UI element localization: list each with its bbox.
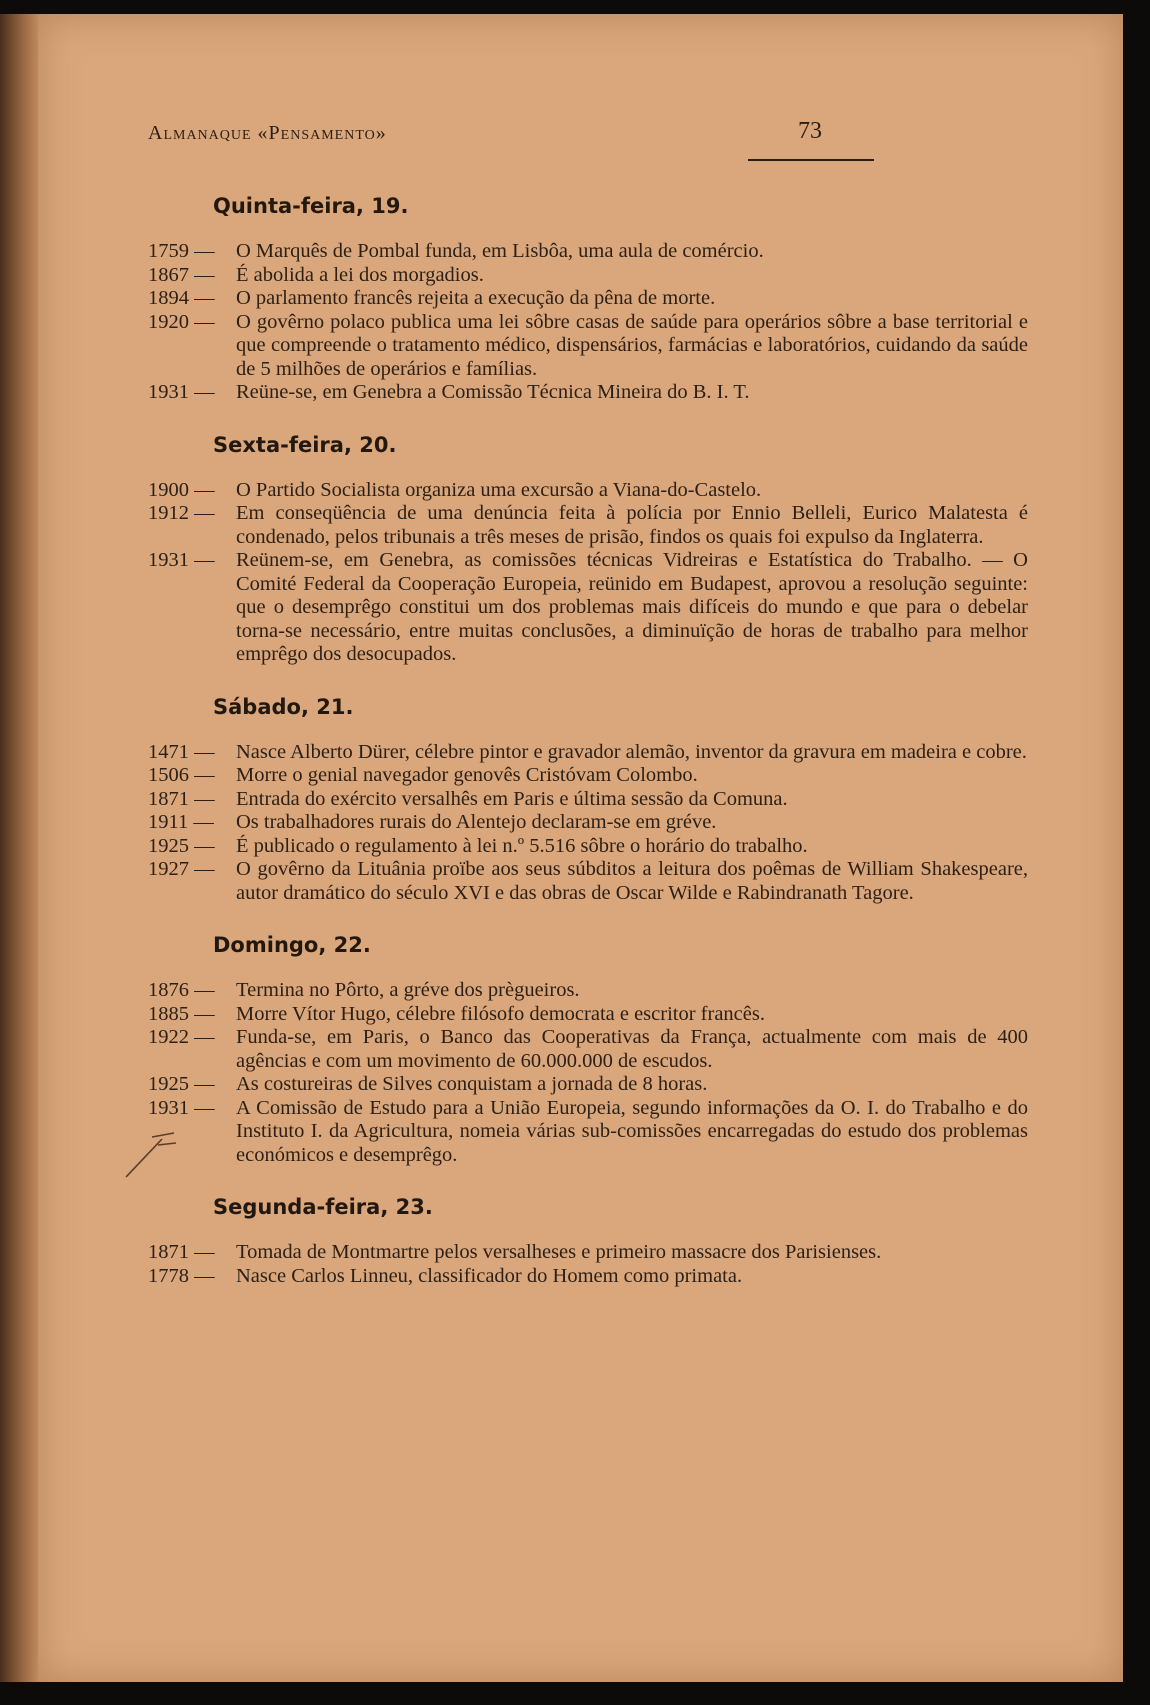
event-text: É publicado o regulamento à lei n.º 5.516 sôbre o horário do trabalho.: [236, 834, 808, 857]
page-number: 73: [798, 118, 822, 144]
event-year: 1506 —: [148, 764, 215, 786]
event-year: 1931 —: [148, 1096, 215, 1119]
event-year: 1876 —: [148, 979, 215, 1001]
event-text: A Comissão de Estudo para a União Europeia, segundo informações da O. I. do Trabalho e do Instituto I. da Agricultura, nomeia várias sub-comissões encarregadas do estudo dos problemas económicos e desemprêgo.: [236, 1096, 1028, 1166]
event-entry: [148, 1026, 1028, 1073]
event-year: 1920 —: [148, 310, 215, 333]
event-year: 1931 —: [148, 549, 215, 571]
book-spine: [0, 14, 40, 1682]
event-entry: [148, 502, 1028, 549]
day-section-friday: [148, 432, 1028, 667]
day-heading: Quinta-feira, 19.: [213, 194, 409, 218]
event-entry: [148, 1073, 1028, 1097]
event-text: Tomada de Montmartre pelos versalheses e primeiro massacre dos Parisienses.: [236, 1241, 882, 1263]
page-content: [148, 104, 1028, 1288]
event-text: Nasce Alberto Dürer, célebre pintor e gravador alemão, inventor da gravura em madeira e cobre.: [236, 740, 1027, 763]
day-section-thursday: [148, 194, 1028, 405]
event-entry: [148, 479, 1028, 503]
event-year: 1471 —: [148, 740, 215, 763]
event-entry: [148, 1265, 1028, 1289]
day-heading: Sexta-feira, 20.: [213, 432, 397, 457]
day-section-monday: [148, 1195, 998, 1288]
event-text: O Marquês de Pombal funda, em Lisbôa, uma aula de comércio.: [236, 240, 764, 262]
event-text: Os trabalhadores rurais do Alentejo declaram-se em gréve.: [236, 811, 717, 833]
event-entry: [148, 1241, 1028, 1265]
event-text: Nasce Carlos Linneu, classificador do Homem como primata.: [236, 1264, 743, 1287]
event-entry: [148, 1003, 1028, 1027]
event-year: 1927 —: [148, 858, 215, 880]
day-heading: Sábado, 21.: [213, 694, 354, 719]
event-year: 1931 —: [148, 381, 215, 403]
event-entry: [148, 1097, 1028, 1168]
day-heading: Domingo, 22.: [213, 933, 371, 957]
event-text: Termina no Pôrto, a gréve dos prègueiros.: [236, 979, 580, 1001]
event-year: 1871 —: [148, 787, 215, 810]
day-section-saturday: [148, 694, 1028, 906]
event-text: Entrada do exército versalhês em Paris e última sessão da Comuna.: [236, 787, 788, 810]
event-year: 1867 —: [148, 263, 215, 286]
event-entry: [148, 788, 1028, 812]
event-entry: [148, 287, 1028, 311]
event-text: Reünem-se, em Genebra, as comissões técnicas Vidreiras e Estatística do Trabalho. — O Comité Federal da Cooperação Europeia, reünido em Budapest, aprovou a resolução seguinte: que o desemprêgo constitui um dos problemas mais difíceis do mundo e que para o debelar torna-se necessário, entre muitas conclusões, a diminuïção de horas de trabalho para melhor emprêgo dos desocupados.: [236, 549, 1028, 665]
almanac-page: [38, 14, 1123, 1682]
event-entry: [148, 835, 1028, 859]
event-text: O parlamento francês rejeita a execução da pêna de morte.: [236, 287, 716, 309]
event-year: 1894 —: [148, 287, 215, 309]
event-entry: [148, 264, 1028, 288]
event-entry: [148, 811, 1028, 835]
running-title: Almanaque «Pensamento»: [148, 122, 387, 144]
event-entry: [148, 240, 1028, 264]
event-year: 1778 —: [148, 1264, 215, 1287]
event-year: 1885 —: [148, 1002, 215, 1025]
event-entry: [148, 741, 1028, 765]
header-rule: [748, 159, 874, 161]
event-year: 1871 —: [148, 1241, 215, 1263]
event-text: Morre Vítor Hugo, célebre filósofo democrata e escritor francês.: [236, 1002, 765, 1025]
event-year: 1759 —: [148, 240, 215, 262]
running-header: [148, 104, 998, 164]
day-section-sunday: [148, 933, 1028, 1167]
event-year: 1911 —: [148, 811, 214, 833]
event-entry: [148, 549, 1028, 667]
event-entry: [148, 858, 1028, 905]
day-heading: Segunda-feira, 23.: [213, 1195, 433, 1219]
event-text: Funda-se, em Paris, o Banco das Cooperativas da França, actualmente com mais de 400 agências e com um movimento de 60.000.000 de escudos.: [236, 1026, 1028, 1072]
event-text: O govêrno da Lituânia proïbe aos seus súbditos a leitura dos poêmas de William Shakespeare, autor dramático do século XVI e das obras de Oscar Wilde e Rabindranath Tagore.: [236, 858, 1028, 904]
pencil-annotation-mark: [124, 1129, 184, 1179]
event-text: O Partido Socialista organiza uma excursão a Viana-do-Castelo.: [236, 478, 762, 501]
event-year: 1900 —: [148, 478, 215, 501]
event-entry: [148, 979, 1028, 1003]
event-text: Reüne-se, em Genebra a Comissão Técnica Mineira do B. I. T.: [236, 381, 750, 403]
event-year: 1912 —: [148, 502, 215, 524]
event-year: 1922 —: [148, 1026, 215, 1048]
event-text: É abolida a lei dos morgadios.: [236, 263, 484, 286]
event-text: Morre o genial navegador genovês Cristóvam Colombo.: [236, 764, 698, 786]
event-text: Em conseqüência de uma denúncia feita à polícia por Ennio Belleli, Eurico Malatesta é condenado, pelos tribunais a três meses de prisão, findos os quais foi expulso da Inglaterra.: [236, 502, 1028, 548]
event-year: 1925 —: [148, 834, 215, 857]
event-entry: [148, 311, 1028, 382]
event-text: As costureiras de Silves conquistam a jornada de 8 horas.: [236, 1073, 708, 1095]
event-entry: [148, 764, 1028, 788]
event-entry: [148, 381, 1028, 405]
event-text: O govêrno polaco publica uma lei sôbre casas de saúde para operários sôbre a base territorial e que compreende o tratamento médico, dispensários, farmácias e laboratórios, cuidando da saúde de 5 milhões de operários e famílias.: [236, 310, 1028, 380]
event-year: 1925 —: [148, 1073, 215, 1095]
